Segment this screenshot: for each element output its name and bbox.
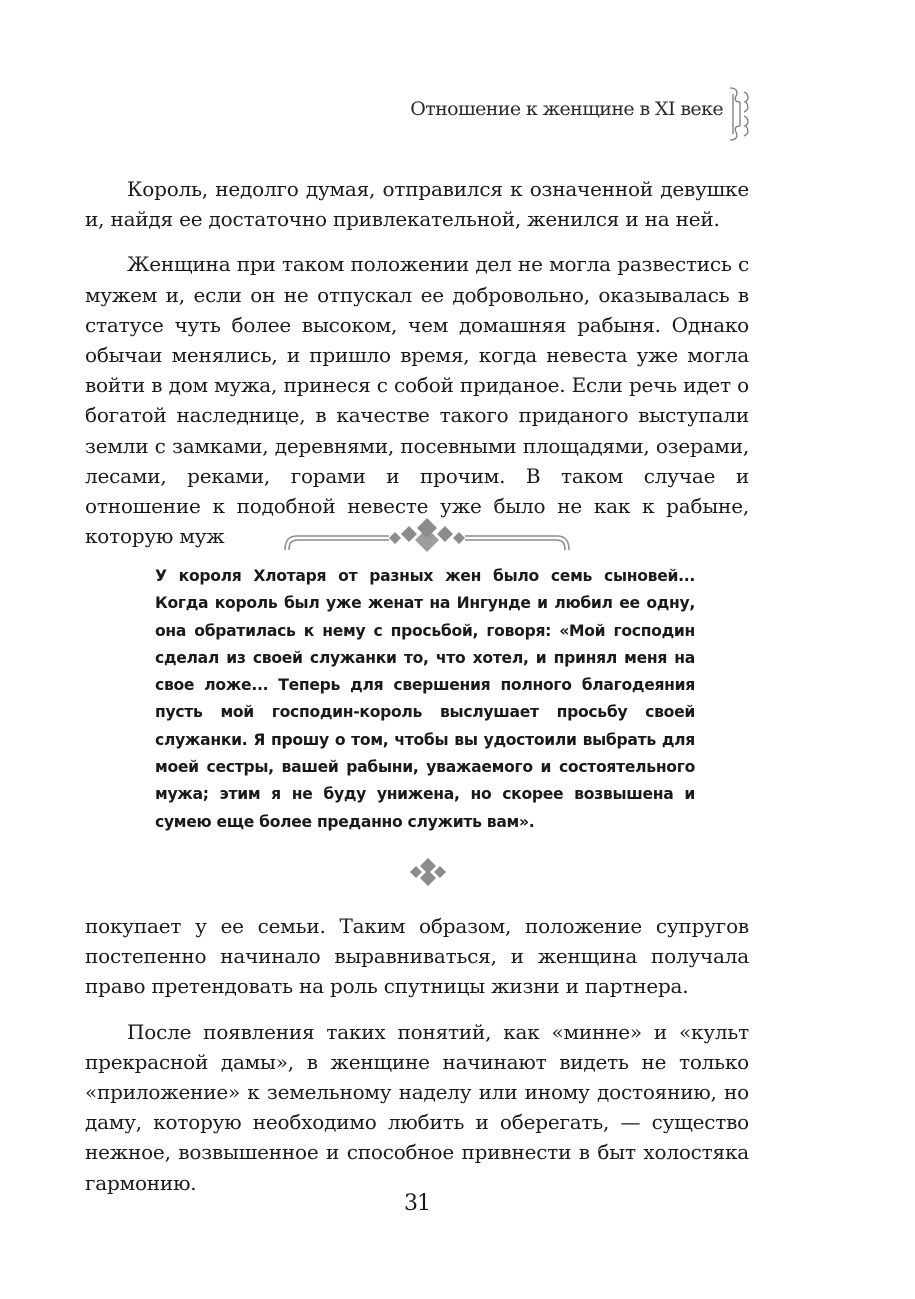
paragraph: покупает у ее семьи. Таким образом, положение супругов постепенно начинало выравниваться, и женщина получала право претендовать на роль спутницы жизни и партнера. xyxy=(85,914,749,999)
paragraph: Король, недолго думая, отправился к означенной девушке и, найдя ее достаточно привлекательной, женился и на ней. xyxy=(85,177,749,232)
body-text-top xyxy=(85,174,749,551)
page-number: 31 xyxy=(404,1191,430,1216)
quote-end-ornament xyxy=(408,856,448,888)
paragraph: Женщина при таком положении дел не могла развестись с мужем и, если он не отпускал ее добровольно, оказывалась в статусе чуть более высоком, чем домашняя рабыня. Однако обычаи менялись, и пришло время, когда невеста уже могла войти в дом мужа, принеся с собой приданое. Если речь идет о богатой наследнице, в качестве такого приданого выступали земли с замками, деревнями, посевными площадями, озерами, лесами, реками, горами и прочим. В таком случае и отношение к подобной невесте уже было не как к рабыне, которую муж xyxy=(85,252,749,549)
paragraph: После появления таких понятий, как «минне» и «культ прекрасной дамы», в женщине начинают видеть не только «приложение» к земельному наделу или иному достоянию, но даму, которую необходимо любить и оберегать, — существо нежное, возвышенное и способное привнести в быт холостяка гармонию. xyxy=(85,1019,749,1195)
running-header: Отношение к женщине в XI веке xyxy=(410,98,723,120)
quote-block: У короля Хлотаря от разных жен было семь сыновей... Когда король был уже женат на Ингунде и любил ее одну, она обратилась к нему с просьбой, говоря: «Мой господин сделал из своей служанки то, что хотел, и принял меня на свое ложе... Теперь для свершения полного благодеяния пусть мой господин-король выслушает просьбу своей служанки. Я прошу о том, чтобы вы удостоили выбрать для моей сестры, вашей рабыни, уважаемого и состоятельного мужа; этим я не буду унижена, но скорее возвышена и сумею еще более преданно служить вам». xyxy=(155,567,695,831)
ornamental-divider xyxy=(277,512,577,554)
header-bracket-ornament xyxy=(727,86,753,142)
body-text-bottom xyxy=(85,911,749,1198)
